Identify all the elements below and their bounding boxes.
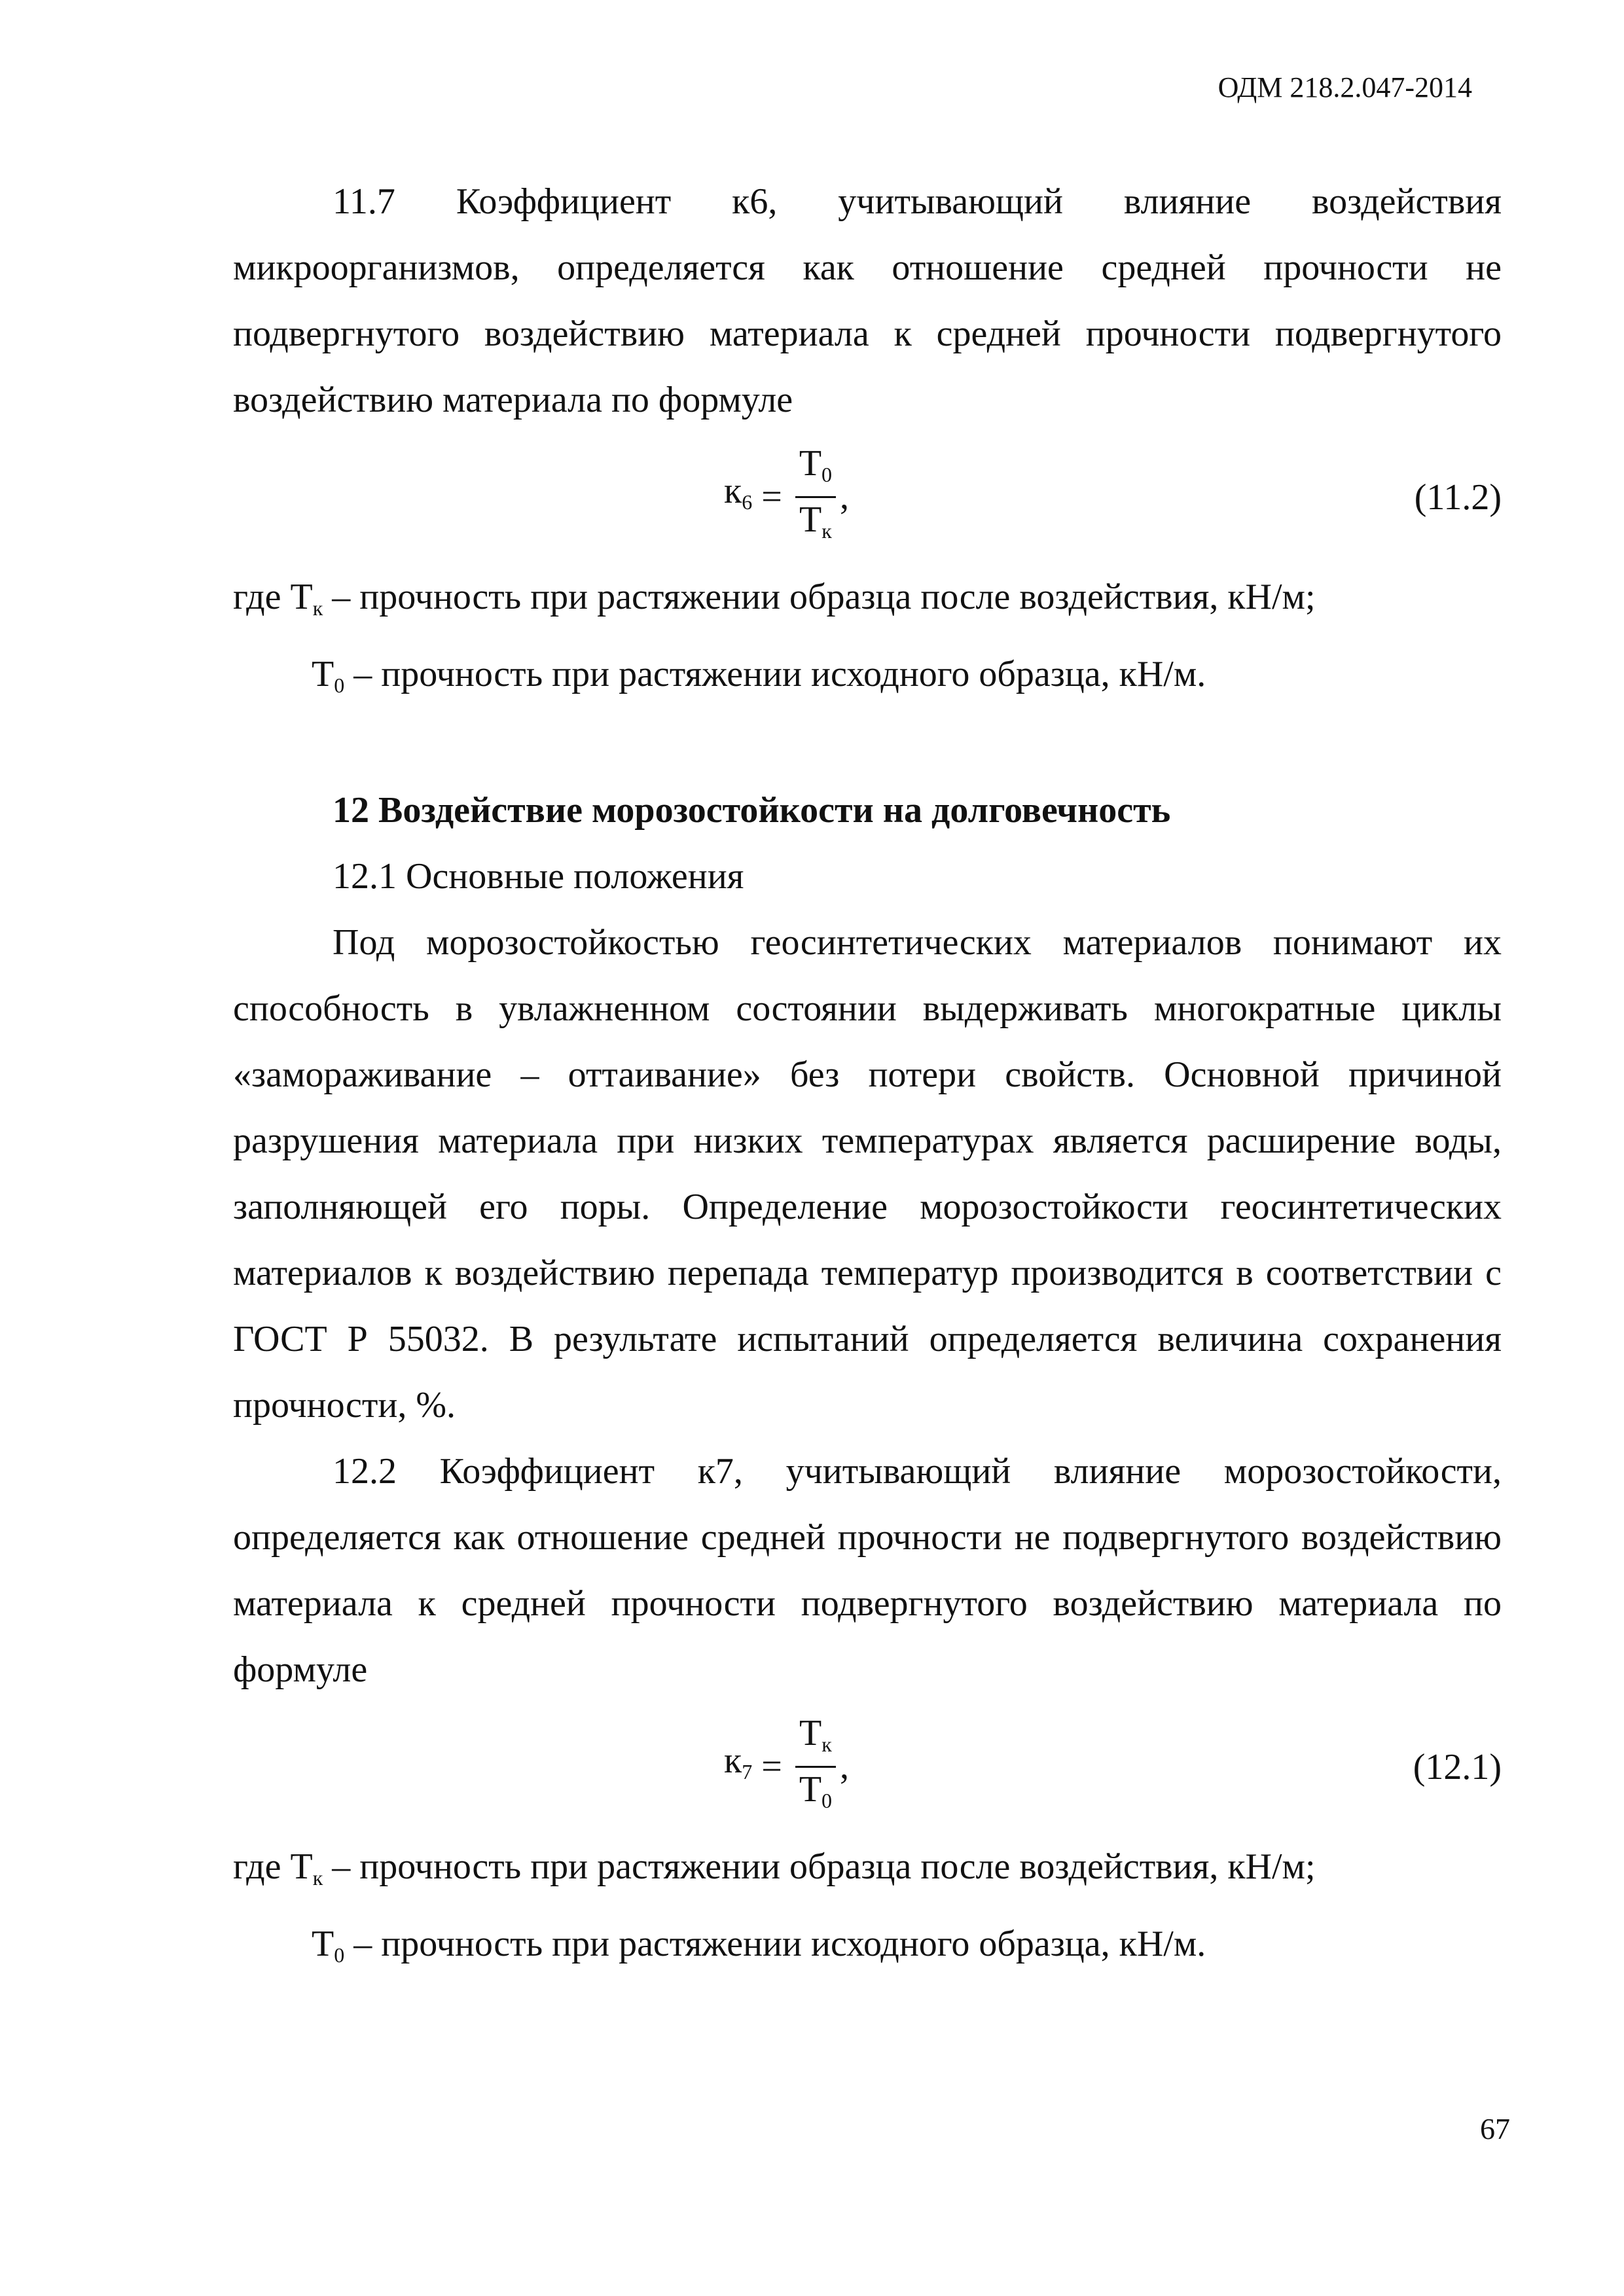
equals-sign: =	[761, 1746, 782, 1787]
definition-tk: где Tк – прочность при растяжении образца после воздействия, кН/м;	[233, 1846, 1316, 1890]
definition-t0: T0 – прочность при растяжении исходного образца, кН/м.	[312, 1924, 1206, 1967]
fraction	[795, 1712, 836, 1822]
equals-sign: =	[761, 476, 782, 517]
formula-12-1	[233, 1703, 1502, 1834]
formula-11-2	[233, 433, 1502, 564]
formula-lhs: к7	[724, 1740, 753, 1784]
section-gap	[233, 719, 1502, 778]
section-12-1-subheading: 12.1 Основные положения	[333, 856, 744, 897]
document-id-header: ОДМ 218.2.047-2014	[1218, 71, 1472, 103]
definition-tk: где Tк – прочность при растяжении образца после воздействия, кН/м;	[233, 577, 1316, 620]
fraction-numerator: T0	[799, 442, 833, 486]
fraction-numerator: Tк	[799, 1712, 832, 1756]
paragraph-11-7: 11.7 Коэффициент к6, учитывающий влияние воздействия микроорганизмов, определяется как отношение средней прочности не подвергнутого воздействию материала к средней прочности подвергнутого воздействию материала по формуле	[233, 181, 1502, 420]
definition-t0: T0 – прочность при растяжении исходного образца, кН/м.	[312, 654, 1206, 697]
equation-number: (12.1)	[1413, 1747, 1502, 1787]
page-number: 67	[1480, 2112, 1510, 2145]
section-12-heading: 12 Воздействие морозостойкости на долговечность	[333, 790, 1171, 831]
fraction-denominator: T0	[799, 1768, 833, 1812]
formula-lhs: к6	[724, 471, 753, 514]
paragraph-12-2: 12.2 Коэффициент к7, учитывающий влияние морозостойкости, определяется как отношение средней прочности не подвергнутого воздействию материала к средней прочности подвергнутого воздействию материала по формуле	[233, 1451, 1502, 1690]
paragraph-12-1: Под морозостойкостью геосинтетических материалов понимают их способность в увлажненном состоянии выдерживать многократные циклы «замораживание – оттаивание» без потери свойств. Основной причиной разрушения материала при низких температурах является расширение воды, заполняющей его поры. Определение морозостойкости геосинтетических материалов к воздействию перепада температур производится в соответствии с ГОСТ Р 55032. В результате испытаний определяется величина сохранения прочности, %.	[233, 922, 1502, 1426]
equation-number: (11.2)	[1414, 477, 1502, 518]
formula-comma: ,	[840, 1746, 850, 1787]
page-body	[233, 169, 1502, 1988]
formula-comma: ,	[840, 476, 850, 517]
fraction-denominator: Tк	[799, 499, 832, 543]
fraction	[795, 442, 836, 552]
